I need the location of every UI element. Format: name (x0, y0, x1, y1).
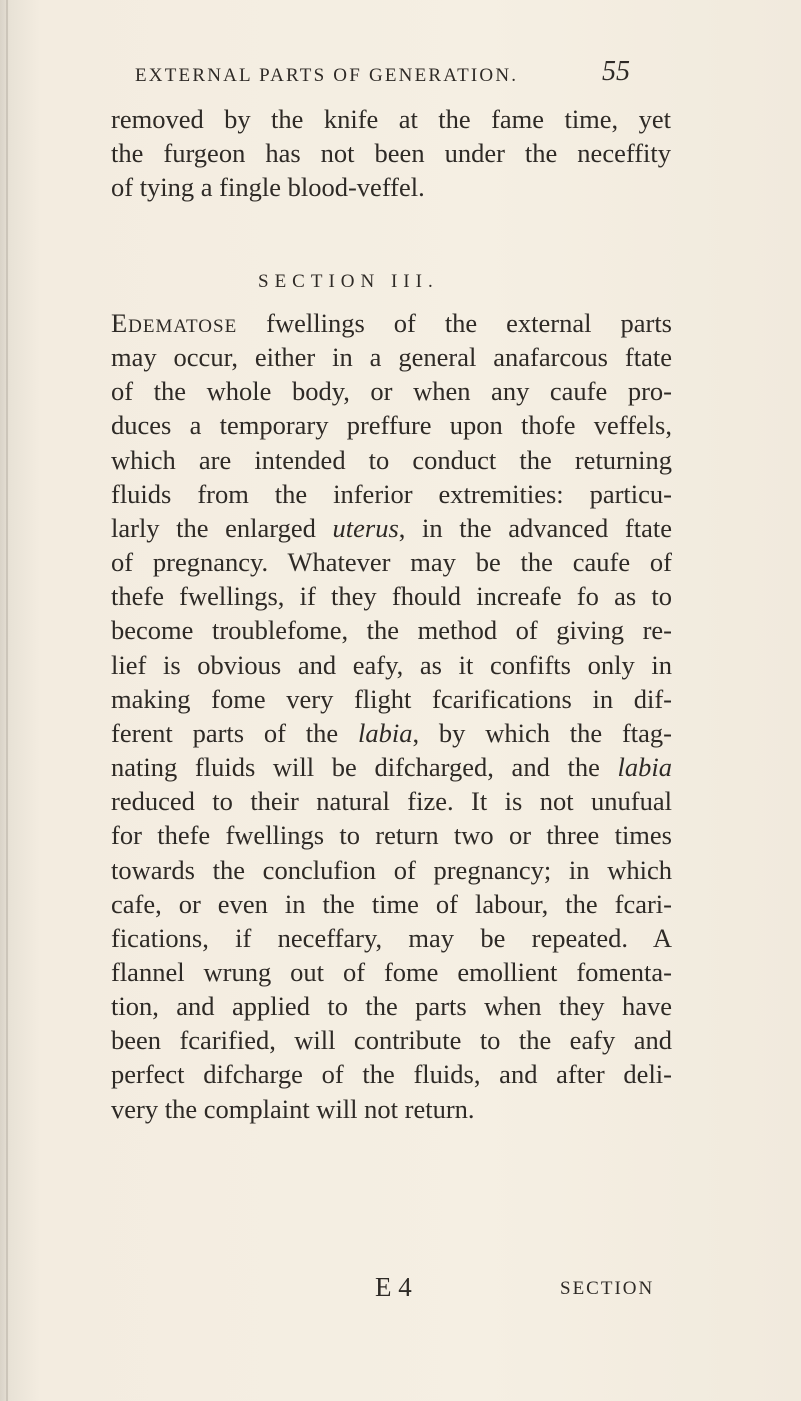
section-body (111, 306, 672, 1126)
text-line: been fcarified, will contribute to the eafy and (111, 1025, 672, 1056)
text-line: perfect difcharge of the fluids, and after deli- (111, 1059, 672, 1090)
text-line: of tying a fingle blood-veffel. (111, 172, 425, 203)
text-line: may occur, either in a general anafarcous ftate (111, 342, 672, 373)
text-line: of the whole body, or when any caufe pro- (111, 376, 672, 407)
text-line: which are intended to conduct the returning (111, 444, 672, 475)
text-line: tion, and applied to the parts when they have (111, 991, 672, 1022)
text-line: the furgeon has not been under the neceffity (111, 138, 671, 169)
running-title: EXTERNAL PARTS OF GENERATION. (135, 65, 519, 86)
text-line: fluids from the inferior extremities: particu- (111, 478, 672, 509)
text-line: making fome very flight fcarifications in dif- (111, 683, 672, 714)
text-line: larly the enlarged uterus, in the advanced ftate (111, 512, 673, 543)
first-line-rest: fwellings of the external parts (237, 308, 672, 338)
text-line: flannel wrung out of fome emollient fomenta- (111, 956, 672, 987)
text-line: removed by the knife at the fame time, yet (111, 104, 671, 134)
signature-mark: E 4 (375, 1272, 412, 1302)
text-line: nating fluids will be difcharged, and the labia (111, 752, 672, 783)
text-line: fications, if neceffary, may be repeated. A (111, 922, 672, 953)
drop-word: Edematose (111, 308, 238, 338)
text-line: towards the conclufion of pregnancy; in which (111, 854, 672, 885)
text-line: thefe fwellings, if they fhould increafe fo as to (111, 581, 672, 612)
page-number: 55 (602, 56, 630, 87)
section-heading: SECTION III. (258, 271, 439, 292)
text-line-first (111, 306, 672, 340)
text-line: for thefe fwellings to return two or three times (111, 820, 672, 851)
text-line: lief is obvious and eafy, as it confifts only in (111, 649, 672, 680)
text-line: cafe, or even in the time of labour, the fcari- (111, 888, 672, 919)
text-line: very the complaint will not return. (111, 1093, 475, 1124)
top-paragraph (111, 102, 671, 205)
catchword: SECTION (560, 1278, 655, 1299)
text-line: of pregnancy. Whatever may be the caufe of (111, 547, 672, 578)
running-header (135, 62, 645, 87)
text-line: become troublefome, the method of giving re- (111, 615, 672, 646)
text-line: duces a temporary preffure upon thofe veffels, (111, 410, 672, 441)
text-line: reduced to their natural fize. It is not unufual (111, 786, 672, 817)
page-gutter (6, 0, 8, 1401)
text-line: ferent parts of the labia, by which the ftag- (111, 717, 672, 748)
